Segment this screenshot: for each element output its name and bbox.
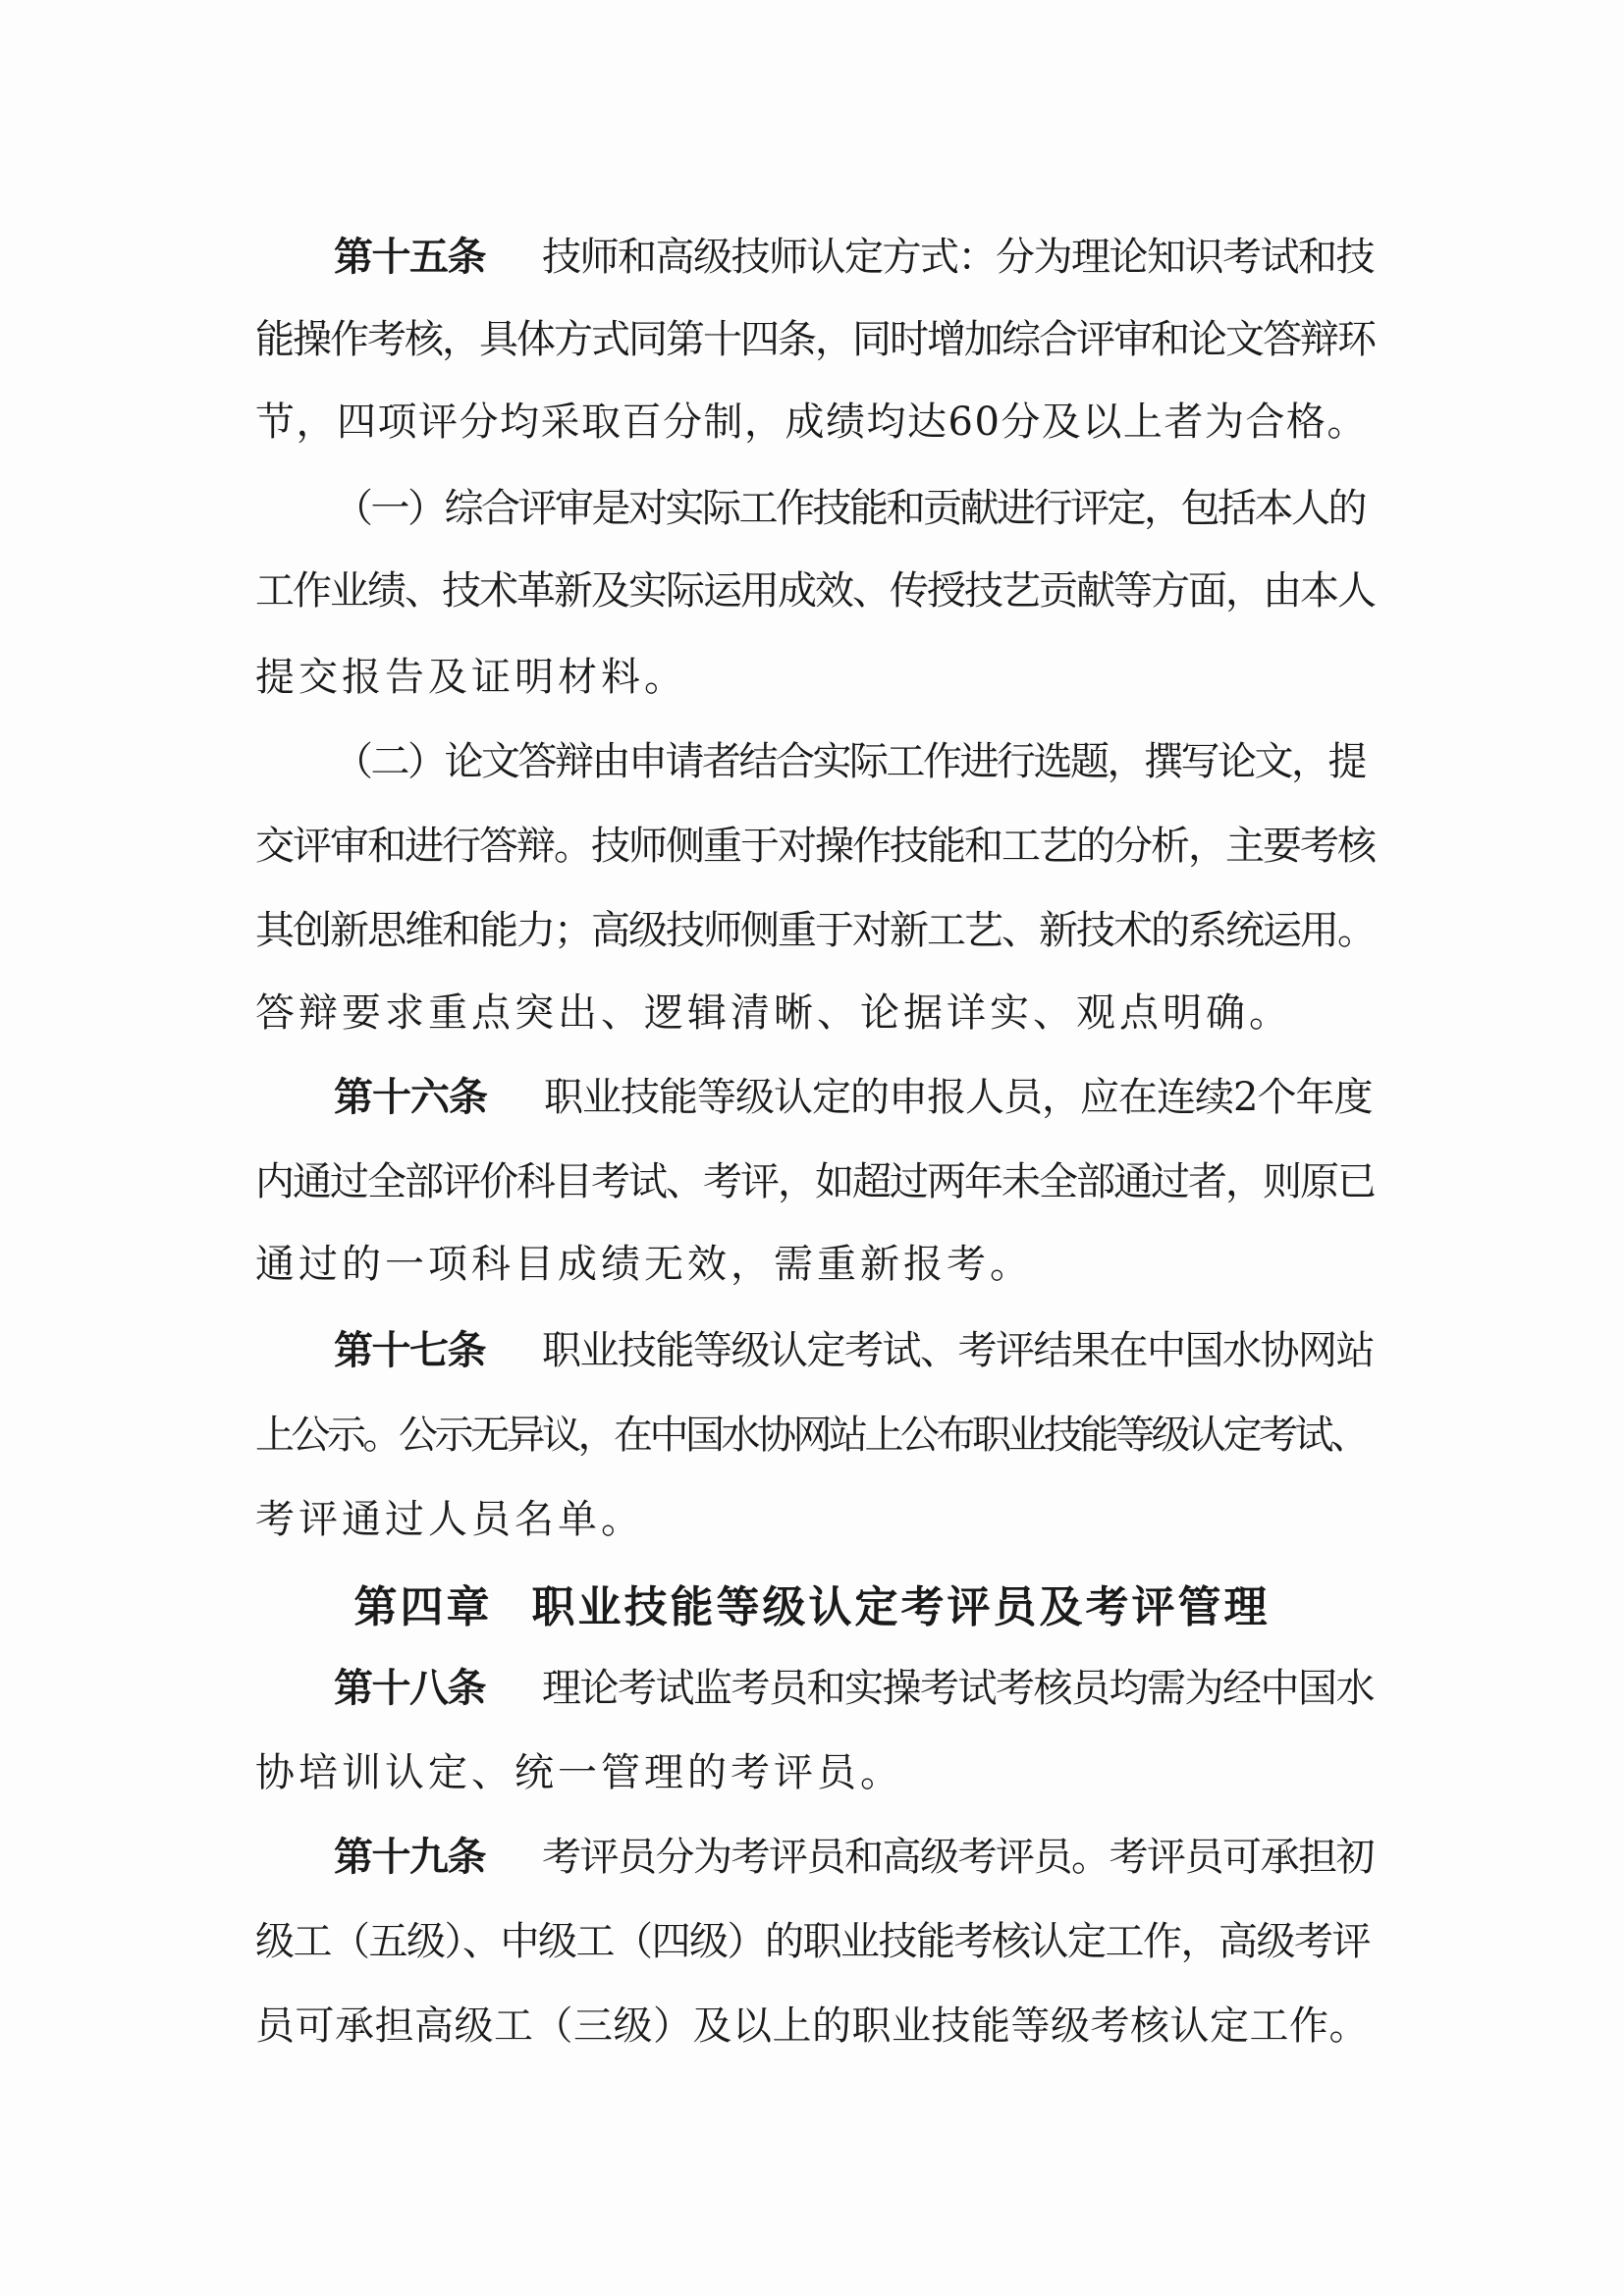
chapter-4-number: 第四章 (353, 1582, 493, 1632)
item-1-line-1: （一）综合评审是对实际工作技能和贡献进行评定，包括本人的 (334, 486, 1365, 531)
article-15-text-1: 技师和高级技师认定方式：分为理论知识考试和技 (542, 235, 1374, 280)
article-16-text-1: 职业技能等级认定的申报人员，应在连续2个年度 (544, 1075, 1373, 1120)
article-17-line-3: 考评通过人员名单。 (255, 1497, 644, 1542)
item-2-line-1: （二）论文答辩由申请者结合实际工作进行选题，撰写论文，提 (334, 739, 1365, 784)
article-15-line-3: 节，四项评分均采取百分制，成绩均达60分及以上者为合格。 (255, 400, 1368, 445)
article-19-line-1 (334, 1832, 1374, 1883)
article-18-number: 第十八条 (334, 1666, 485, 1711)
item-2-line-4: 答辩要求重点突出、逻辑清晰、论据详实、观点明确。 (255, 990, 1292, 1036)
article-19-number: 第十九条 (334, 1835, 485, 1880)
article-17-line-2: 上公示。公示无异议，在中国水协网站上公布职业技能等级认定考试、 (255, 1413, 1367, 1458)
article-15-line-1 (334, 232, 1374, 283)
chapter-4-heading (0, 1580, 1624, 1635)
article-16-line-2: 内通过全部评价科目考试、考评，如超过两年未全部通过者，则原已 (255, 1159, 1375, 1204)
item-2-line-3: 其创新思维和能力；高级技师侧重于对新工艺、新技术的系统运用。 (255, 908, 1375, 953)
article-16-line-1 (334, 1072, 1372, 1123)
article-16-line-3: 通过的一项科目成绩无效，需重新报考。 (255, 1242, 1033, 1287)
chapter-4-title: 职业技能等级认定考评员及考评管理 (531, 1582, 1271, 1632)
item-1-line-3: 提交报告及证明材料。 (255, 655, 687, 700)
article-19-line-2: 级工（五级）、中级工（四级）的职业技能考核认定工作，高级考评 (255, 1919, 1370, 1964)
item-1-line-2: 工作业绩、技术革新及实际运用成效、传授技艺贡献等方面，由本人 (255, 568, 1375, 614)
article-17-number: 第十七条 (334, 1328, 485, 1373)
article-18-line-2: 协培训认定、统一管理的考评员。 (255, 1750, 903, 1795)
article-19-line-3: 员可承担高级工（三级）及以上的职业技能等级考核认定工作。 (255, 2003, 1369, 2049)
article-18-line-1 (334, 1663, 1374, 1714)
article-16-number: 第十六条 (334, 1075, 487, 1120)
article-19-text-1: 考评员分为考评员和高级考评员。考评员可承担初 (542, 1835, 1374, 1880)
article-18-text-1: 理论考试监考员和实操考试考核员均需为经中国水 (542, 1666, 1374, 1711)
article-17-line-1 (334, 1325, 1374, 1376)
item-2-line-2: 交评审和进行答辩。技师侧重于对操作技能和工艺的分析，主要考核 (255, 824, 1375, 869)
article-15-number: 第十五条 (334, 235, 485, 280)
article-17-text-1: 职业技能等级认定考试、考评结果在中国水协网站 (542, 1328, 1374, 1373)
article-15-line-2: 能操作考核，具体方式同第十四条，同时增加综合评审和论文答辩环 (255, 317, 1375, 362)
